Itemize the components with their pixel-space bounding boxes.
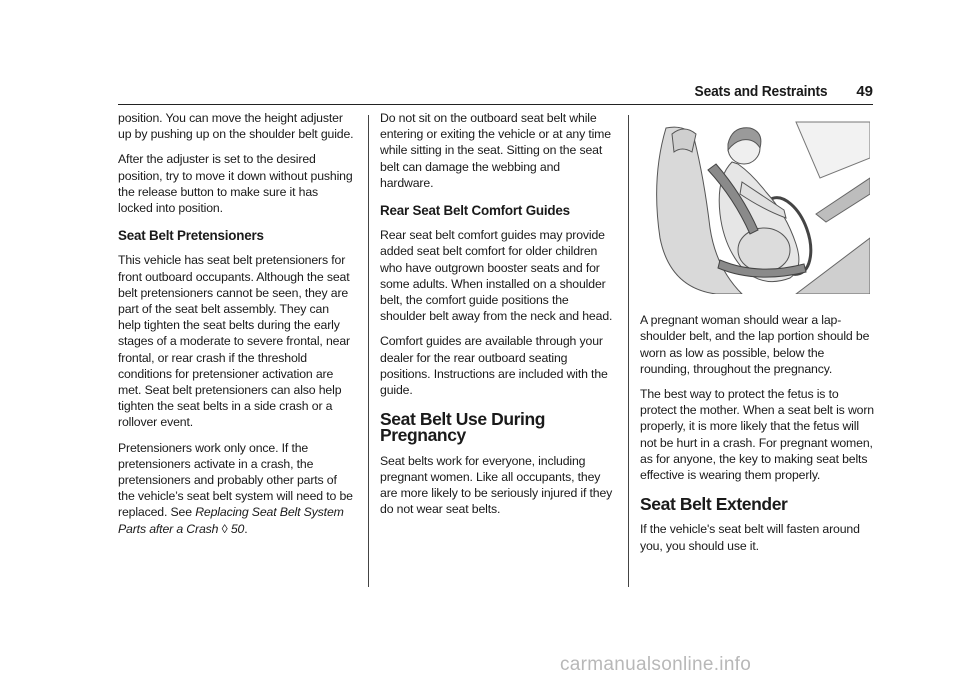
watermark: carmanualsonline.info xyxy=(560,654,752,675)
paragraph: Comfort guides are available through your dealer for the rear outboard seating positions. Instructions are included with the guide. xyxy=(380,334,608,398)
section-title: Seats and Restraints xyxy=(694,83,827,100)
paragraph: The best way to protect the fetus is to protect the mother. When a seat belt is worn properly, it is more likely that the fetus will not be hurt in a crash. For pregnant women, as for anyone, the key to making seat belts effective is wearing them properly. xyxy=(640,387,874,483)
paragraph: Rear seat belt comfort guides may provide added seat belt comfort for older children who have outgrown booster seats and for some adults. When installed on a shoulder belt, the comfort guide positions the shoulder belt away from the neck and head. xyxy=(380,228,613,324)
paragraph-text: Pretensioners work only once. If the pretensioners activate in a crash, the pretensioners and probably other parts of the vehicle’s seat belt system will need to be replaced. See xyxy=(118,440,353,520)
column-divider xyxy=(628,115,629,587)
sentence-end: . xyxy=(244,521,248,536)
paragraph: position. You can move the height adjuster up by pushing up on the shoulder belt guide. xyxy=(118,111,354,142)
paragraph xyxy=(118,440,354,537)
page-number: 49 xyxy=(856,83,873,100)
column-left xyxy=(118,110,354,546)
page-ref-icon: ◊ xyxy=(221,521,228,536)
header-rule xyxy=(118,104,873,105)
paragraph: If the vehicle's seat belt will fasten around you, you should use it. xyxy=(640,522,860,553)
paragraph: Seat belts work for everyone, including pregnant women. Like all occupants, they are more likely to be seriously injured if they do not wear seat belts. xyxy=(380,453,613,517)
paragraph: This vehicle has seat belt pretensioners for front outboard occupants. Although the seat belt pretensioners cannot be seen, they are part of the seat belt assembly. They can help tighten the seat belts during the early stages of a moderate to severe frontal, near frontal, or rear crash if the threshold conditions for pretensioner activation are met. Seat belt pretensioners can also help tighten the seat belts in a side crash or a rollover event. xyxy=(118,253,350,430)
column-right xyxy=(640,110,876,563)
paragraph: Do not sit on the outboard seat belt while entering or exiting the vehicle or at any time while sitting in the seat. Sitting on the seat belt can damage the webbing and hardware. xyxy=(380,111,611,190)
section-heading-comfort-guides: Rear Seat Belt Comfort Guides xyxy=(380,203,570,219)
column-middle xyxy=(380,110,616,526)
section-heading-extender: Seat Belt Extender xyxy=(640,494,788,515)
page-header xyxy=(118,80,873,106)
pregnant-driver-illustration-icon xyxy=(646,118,870,294)
paragraph: After the adjuster is set to the desired position, try to move it down without pushing the release button to make sure it has locked into position. xyxy=(118,152,353,216)
cross-reference-link[interactable]: Replacing Seat Belt System Parts after a Crash xyxy=(118,505,344,536)
section-heading-pregnancy: Seat Belt Use During Pregnancy xyxy=(380,409,546,446)
page-ref-number[interactable]: 50 xyxy=(230,521,245,536)
paragraph: A pregnant woman should wear a lap-shoulder belt, and the lap portion should be worn as low as possible, below the rounding, throughout the pregnancy. xyxy=(640,313,870,376)
section-heading-pretensioners: Seat Belt Pretensioners xyxy=(118,228,264,244)
column-divider xyxy=(368,115,369,587)
